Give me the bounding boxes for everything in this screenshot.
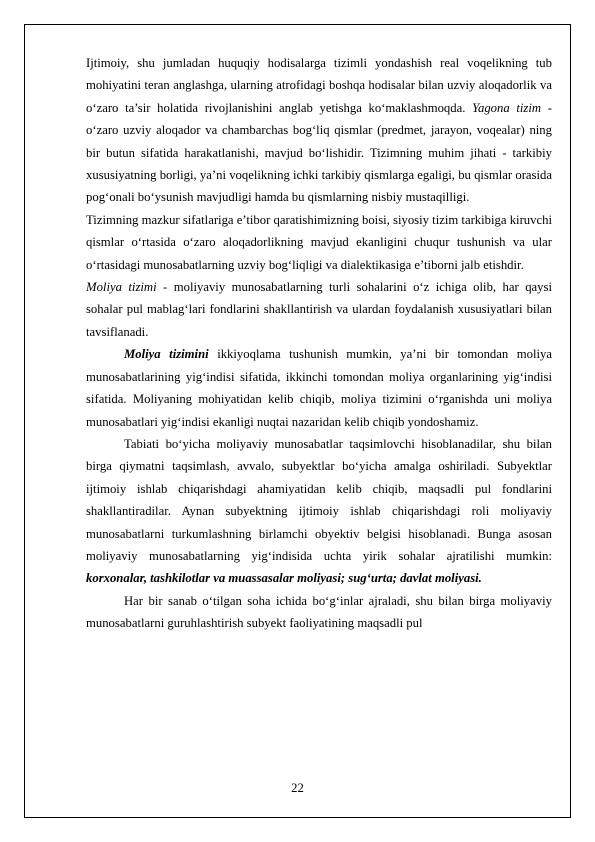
text-segment: - o‘zaro uzviy aloqador va chambarchas bog‘liq qismlar (predmet, jarayon, voqealar) ning bir butun sifatida harakatlanishi, mavjud bo‘lishidir. Tizimning muhim jihati - tarkibiy xususiyatning borligi, ya’ni voqelikning ichki tarkibiy qismlarga egaligi, bu qismlar orasida pog‘onali bo‘ysunish mavjudligi hamda bu qismlarning nisbiy mustaqilligi. — [86, 100, 552, 205]
text-segment: Tabiati bo‘yicha moliyaviy munosabatlar taqsimlovchi hisoblanadilar, shu bilan birga qiymatni taqsimlash, avvalo, subyektlar bo‘yicha amalga oshiriladi. Subyektlar ijtimoiy ishlab chiqarishdagi ahamiyatidan kelib chiqib, maqsadli pul fondlarini shakllantiradilar. Aynan subyektning ijtimoiy ishlab chiqarishdagi roli moliyaviy munosabatlarni turkumlashning birlamchi obyektiv belgisi hisoblanadi. Bunga asosan moliyaviy munosabatlarning yig‘indisida uchta yirik sohalar ajratilishi mumkin: — [86, 436, 552, 563]
text-segment: Moliya tizimi — [86, 280, 157, 295]
text-segment: - moliyaviy munosabatlarning turli sohalarini o‘z ichiga olib, har qaysi sohalar pul mablag‘lari fondlarini shakllantirish va ulardan foydalanish xususiyatlari bilan tavsiflanadi. — [86, 280, 552, 339]
page-number: 22 — [291, 781, 304, 795]
paragraph-moliya-tizimini-tushunish — [86, 343, 552, 433]
paragraph-moliyaviy-munosabatlar — [86, 433, 552, 590]
page-body — [86, 52, 552, 635]
text-segment: Moliya tizimini — [124, 347, 209, 362]
text-segment: Yagona tizim — [472, 100, 542, 115]
text-segment: Tizimning mazkur sifatlariga e’tibor qaratishimizning boisi, siyosiy tizim tarkibiga kiruvchi qismlar o‘rtasida o‘zaro aloqadorlikning mavjud ekanligini chuqur tushunish va ular o‘rtasidagi munosabatlarning uzviy bog‘liqligi va dialektikasiga e’tiborni jalb etishdir. — [86, 212, 552, 272]
paragraph-yagona-tizim — [86, 52, 552, 209]
paragraph-boginlar — [86, 590, 552, 635]
text-segment: Ijtimoiy, shu jumladan huquqiy hodisalarga tizimli yondashish real voqelikning tub mohiyatini teran anglashga, ularning atrofidagi boshqa hodisalar bilan uzviy aloqadorlik va o‘zaro ta’sir holatida rivojlanishini anglab yetishga ko‘maklashmoqda. — [86, 56, 552, 115]
text-segment: korxonalar, tashkilotlar va muassasalar moliyasi; sug‘urta; davlat moliyasi. — [86, 571, 482, 586]
paragraph-tizim-sifatlari — [86, 209, 552, 276]
text-segment: Har bir sanab o‘tilgan soha ichida bo‘g‘inlar ajraladi, shu bilan birga moliyaviy munosabatlarni guruhlashtirish subyekt faoliyatining maqsadli pul — [86, 593, 552, 631]
text-segment: ikkiyoqlama tushunish mumkin, ya’ni bir tomondan moliya munosabatlarining yig‘indisi sifatida, ikkinchi tomondan moliya organlarining yig‘indisi sifatida. Moliyaning mohiyatidan kelib chiqib, moliya tizimini o‘rganishda uni moliya munosabatlari yig‘indisi ekanligi nuqtai nazaridan kelib chiqib yondoshamiz. — [86, 347, 553, 429]
paragraph-moliya-tizimi-definition — [86, 276, 552, 343]
